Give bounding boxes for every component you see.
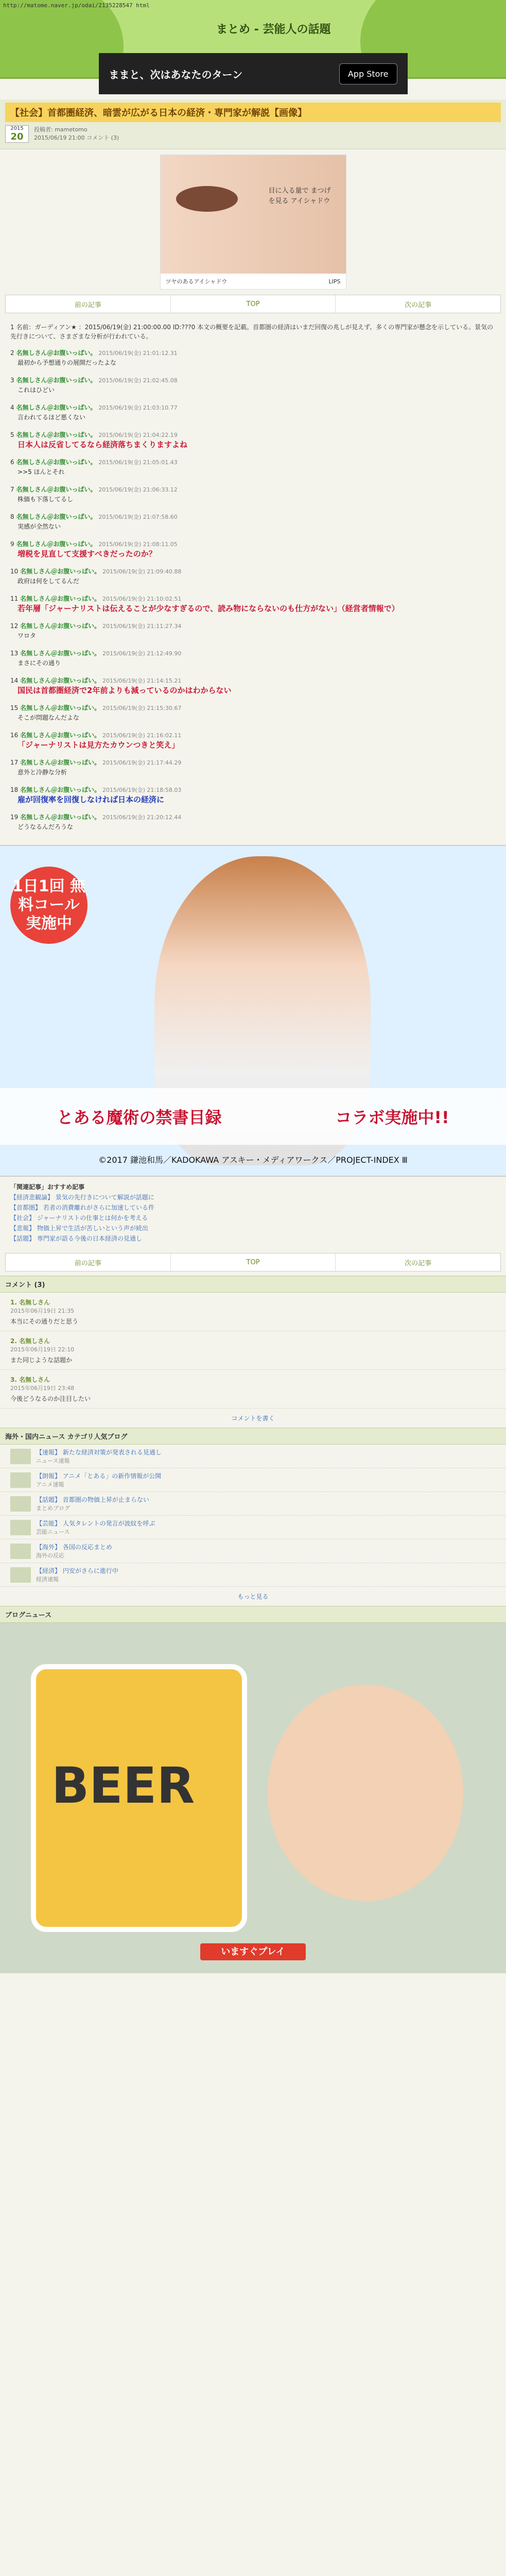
response-header <box>10 457 496 467</box>
news-title-link[interactable]: 【速報】 新たな経済対策が発表される見通し <box>36 1449 162 1456</box>
response-body: 実感が全然ない <box>18 523 61 530</box>
response-name: 名無しさん＠お腹いっぱい。 <box>16 377 97 384</box>
response-name: 名無しさん＠お腹いっぱい。 <box>20 814 101 821</box>
response-name: 名無しさん＠お腹いっぱい。 <box>20 732 101 739</box>
response-header <box>10 594 496 604</box>
response-name: 名無しさん＠お腹いっぱい。 <box>16 513 97 520</box>
response-header <box>10 539 496 549</box>
article-title[interactable]: 【社会】首都圏経済、暗雲が広がる日本の経済・専門家が解説【画像】 <box>5 103 501 122</box>
news-item[interactable] <box>0 1492 506 1516</box>
response-item <box>10 376 496 395</box>
news-source: 芸能ニュース <box>36 1529 70 1535</box>
response-datetime: 2015/06/19(金) 21:09:40.88 <box>102 568 182 575</box>
response-body: 日本人は反省してるなら経済落ちまくりますよね <box>18 440 188 449</box>
related-link[interactable]: 【話題】 専門家が語る今後の日本経済の見通し <box>10 1235 142 1242</box>
ad-brand: LIPS <box>328 278 341 285</box>
ad-copy: 目に入る量で まつげを見る アイシャドウ <box>268 187 331 205</box>
response-body: 増税を見直して支援すべきだったのか？ <box>18 549 156 558</box>
response-number[interactable]: 3 <box>10 377 14 384</box>
response-datetime: 2015/06/19(金) 21:12:49.90 <box>102 650 182 657</box>
response-datetime: 2015/06/19(金) 21:04:22.19 <box>98 432 178 438</box>
response-name: 名無しさん＠お腹いっぱい。 <box>20 595 101 602</box>
response-datetime: 2015/06/19(金) 21:01:12.31 <box>98 350 178 357</box>
response-body: 国民は首都圏経済で2年前よりも減っているのかはわからない <box>18 686 232 695</box>
response-number[interactable]: 15 <box>10 704 19 711</box>
response-datetime: 2015/06/19(金) 21:14:15.21 <box>102 677 182 684</box>
response-item <box>10 812 496 832</box>
blog-section-title: ブログニュース <box>0 1606 506 1623</box>
eye-image <box>176 186 238 212</box>
news-thumb <box>10 1496 31 1512</box>
game-ad[interactable] <box>0 845 506 1177</box>
response-body: ワロタ <box>18 632 37 639</box>
article-header <box>0 99 506 149</box>
response-name: 名無しさん＠お腹いっぱい。 <box>16 540 97 548</box>
response-header <box>10 403 496 413</box>
response-datetime: 2015/06/19(金) 21:03:10.77 <box>98 404 178 411</box>
news-thumb <box>10 1472 31 1488</box>
comment-item <box>0 1370 506 1409</box>
response-name: 名無しさん＠お腹いっぱい。 <box>20 759 101 766</box>
news-title-link[interactable]: 【経済】 円安がさらに進行中 <box>36 1567 118 1574</box>
response-datetime: 2015/06/19(金) 21:10:02.51 <box>102 596 182 602</box>
pager-top <box>5 295 501 313</box>
response-header <box>10 485 496 495</box>
response-header <box>10 567 496 577</box>
prev-article-link[interactable]: 前の記事 <box>6 1253 171 1271</box>
response-number[interactable]: 14 <box>10 677 19 684</box>
ad-footer <box>161 274 346 289</box>
more-news-link[interactable]: もっと見る <box>237 1593 269 1600</box>
response-item <box>10 785 496 804</box>
response-item <box>10 621 496 640</box>
response-number[interactable]: 13 <box>10 650 19 657</box>
response-name: 名無しさん＠お腹いっぱい。 <box>16 486 97 493</box>
related-link[interactable]: 【首都圏】 若者の消費離れがさらに加速している件 <box>10 1204 154 1211</box>
response-datetime: 2015/06/19(金) 21:11:27.34 <box>102 623 182 630</box>
response-item <box>10 485 496 504</box>
response-body: そこが問題なんだよな <box>18 714 80 721</box>
response-number[interactable]: 19 <box>10 814 19 821</box>
news-title-link[interactable]: 【芸能】 人気タレントの発言が波紋を呼ぶ <box>36 1520 155 1527</box>
response-datetime: 2015/06/19(金) 21:16:02.11 <box>102 732 182 739</box>
response-item <box>10 731 496 750</box>
response-body: 言われてるほど悪くない <box>18 414 86 421</box>
response-datetime: 2015/06/19(金) 21:07:58.60 <box>98 514 178 520</box>
comment-name: 2. 名無しさん <box>10 1337 50 1345</box>
response-number[interactable]: 11 <box>10 595 19 602</box>
response-number[interactable]: 17 <box>10 759 19 766</box>
response-body: 政府は何をしてるんだ <box>18 578 80 585</box>
collab-left-text: とある魔術の禁書目録 <box>57 1108 222 1127</box>
response-header <box>10 676 496 686</box>
response-name: 名無しさん＠お腹いっぱい。 <box>20 568 101 575</box>
response-number[interactable]: 5 <box>10 431 14 438</box>
response-item <box>10 649 496 668</box>
news-item[interactable] <box>0 1516 506 1539</box>
response-number[interactable]: 7 <box>10 486 14 493</box>
comment-body: 本当にその通りだと思う <box>10 1318 79 1325</box>
related-links <box>0 1177 506 1249</box>
response-body: まさにその通り <box>18 659 61 667</box>
response-number[interactable]: 16 <box>10 732 19 739</box>
news-source: 海外の反応 <box>36 1552 64 1559</box>
response-name: 名無しさん＠お腹いっぱい。 <box>20 650 101 657</box>
pager-bottom <box>5 1253 501 1272</box>
comment-body: 今後どうなるのか注目したい <box>10 1395 91 1402</box>
response-body: どうなるんだろうな <box>18 823 74 831</box>
collab-right-text: コラボ実施中!! <box>335 1108 449 1127</box>
free-call-badge: 1日1回 無料コール 実施中 <box>10 867 88 944</box>
cosmetics-ad[interactable] <box>160 155 346 290</box>
response-header <box>10 703 496 713</box>
date-box <box>5 125 29 143</box>
response-number[interactable]: 8 <box>10 513 14 520</box>
write-comment-link[interactable]: コメントを書く <box>231 1415 275 1422</box>
comment-time: 2015年06月19日 22:10 <box>10 1346 75 1353</box>
response-item <box>10 512 496 531</box>
author-line: 投稿者: mametomo <box>34 126 88 133</box>
news-title: 海外・国内ニュース カテゴリ人気ブログ <box>0 1428 506 1445</box>
response-number[interactable]: 10 <box>10 568 19 575</box>
response-number[interactable]: 6 <box>10 459 14 466</box>
url-text: http://matome.naver.jp/odai/2135228547 html <box>3 2 150 9</box>
ad-banner[interactable] <box>99 53 408 94</box>
news-source: まとめブログ <box>36 1505 70 1512</box>
response-name: 名無しさん＠お腹いっぱい。 <box>20 622 101 630</box>
news-title-link[interactable]: 【朗報】 アニメ「とある」の新作情報が公開 <box>36 1472 162 1480</box>
date-year: 2015 <box>10 126 24 131</box>
related-link[interactable]: 【悲報】 物価上昇で生活が苦しいという声が続出 <box>10 1225 148 1232</box>
beer-text: BEER <box>51 1757 195 1815</box>
response-item <box>10 403 496 422</box>
response-datetime: 2015/06/19(金) 21:08:11.05 <box>98 541 178 548</box>
collab-banner <box>0 1088 506 1145</box>
news-item[interactable] <box>0 1563 506 1587</box>
news-title-link[interactable]: 【話題】 首都圏の物価上昇が止まらない <box>36 1496 149 1503</box>
response-item <box>10 567 496 586</box>
news-thumb <box>10 1567 31 1583</box>
response-datetime: 2015/06/19(金) 21:06:33.12 <box>98 486 178 493</box>
date-day: 20 <box>10 131 24 142</box>
news-thumb <box>10 1520 31 1535</box>
prev-article-link[interactable]: 前の記事 <box>6 295 171 313</box>
response-header <box>10 621 496 631</box>
response-item <box>10 348 496 367</box>
news-item[interactable] <box>0 1445 506 1468</box>
comment-item <box>0 1293 506 1331</box>
site-title[interactable]: まとめ - 芸能人の話題 <box>216 23 331 36</box>
responses-list <box>10 348 496 832</box>
related-heading: 「関連記事」おすすめ記事 <box>10 1183 85 1191</box>
response-name: 名無しさん＠お腹いっぱい。 <box>20 704 101 711</box>
response-header <box>10 430 496 440</box>
response-number[interactable]: 2 <box>10 349 14 357</box>
response-name: 名無しさん＠お腹いっぱい。 <box>16 349 97 357</box>
news-title-link[interactable]: 【海外】 各国の反応まとめ <box>36 1544 112 1551</box>
article-meta <box>5 122 501 146</box>
response-item <box>10 758 496 777</box>
response-body: >>5 ほんとそれ <box>18 468 65 476</box>
response-datetime: 2015/06/19(金) 21:05:01.43 <box>98 459 178 466</box>
comment-time: 2015年06月19日 21:35 <box>10 1308 75 1314</box>
response-name: 名無しさん＠お腹いっぱい。 <box>16 404 97 411</box>
response-datetime: 2015/06/19(金) 21:02:45.08 <box>98 377 178 384</box>
response-item <box>10 457 496 477</box>
response-body: 若年層「ジャーナリストは伝えることが少なすぎるので、読み物にならないのも仕方がない」（経営者情報で） <box>18 604 399 613</box>
comment-name: 3. 名無しさん <box>10 1376 50 1383</box>
play-now-button[interactable]: いますぐプレイ <box>200 1943 305 1960</box>
news-thumb <box>10 1449 31 1464</box>
response-body: これはひどい <box>18 386 55 394</box>
top-link[interactable]: TOP <box>171 295 336 313</box>
response-header <box>10 758 496 768</box>
comment-item <box>0 1331 506 1370</box>
response-item <box>10 594 496 613</box>
response-item <box>10 703 496 722</box>
response-datetime: 2015/06/19(金) 21:20:12.44 <box>102 814 182 821</box>
play-now-label[interactable] <box>0 1944 506 1958</box>
response-body: 「ジャーナリストは見方たカウンつきと笑え」 <box>18 740 180 750</box>
news-source: ニュース速報 <box>36 1458 70 1464</box>
news-item[interactable] <box>0 1539 506 1563</box>
response-body: 株価も下落してるし <box>18 496 74 503</box>
character-face-image <box>268 1685 463 1901</box>
comments-title: コメント (3) <box>0 1276 506 1293</box>
response-number[interactable]: 12 <box>10 622 19 630</box>
response-header <box>10 812 496 822</box>
response-name: 名無しさん＠お腹いっぱい。 <box>16 459 97 466</box>
response-name: 名無しさん＠お腹いっぱい。 <box>20 786 101 793</box>
ad-small-text: ツヤのあるアイシャドウ <box>165 278 228 285</box>
news-source: アニメ速報 <box>36 1481 64 1488</box>
article-intro: 1 名前：ガーディアン★ ：2015/06/19(金) 21:00:00.00 ID:???0 本文の概要を記載。首都圏の経済はいまだ回復の兆しが見えず、多くの専門家が懸念を示している。景気の先行きについて、さまざまな分析が行われている。 <box>10 324 494 340</box>
news-thumb <box>10 1544 31 1559</box>
response-header <box>10 512 496 522</box>
category-line: 2015/06/19 21:00 コメント (3) <box>34 134 119 141</box>
response-datetime: 2015/06/19(金) 21:18:58.03 <box>102 787 182 793</box>
response-header <box>10 785 496 795</box>
response-item <box>10 430 496 449</box>
app-store-button[interactable]: App Store <box>339 63 397 84</box>
news-source: 経済速報 <box>36 1576 59 1583</box>
response-datetime: 2015/06/19(金) 21:15:30.67 <box>102 705 182 711</box>
next-article-link[interactable]: 次の記事 <box>405 1259 432 1267</box>
response-number[interactable]: 4 <box>10 404 14 411</box>
response-body: 雇が回復率を回復しなければ日本の経済に <box>18 795 165 804</box>
comment-time: 2015年06月19日 23:48 <box>10 1385 75 1392</box>
ad-banner-text: ままと、次はあなたのターン <box>109 68 243 81</box>
article-body <box>0 317 506 845</box>
response-header <box>10 376 496 385</box>
beer-ad[interactable] <box>0 1623 506 1973</box>
response-name: 名無しさん＠お腹いっぱい。 <box>20 677 101 684</box>
response-name: 名無しさん＠お腹いっぱい。 <box>16 431 97 438</box>
response-header <box>10 649 496 658</box>
response-item <box>10 539 496 558</box>
response-item <box>10 676 496 695</box>
related-link[interactable]: 【社会】 ジャーナリストの仕事とは何かを考える <box>10 1214 148 1222</box>
related-link[interactable]: 【経済悲観論】 景気の先行きについて解説が話題に <box>10 1194 154 1201</box>
meta-lines <box>34 126 119 142</box>
response-header <box>10 731 496 740</box>
next-article-link[interactable]: 次の記事 <box>405 301 432 309</box>
comment-body: また同じような話題か <box>10 1357 73 1364</box>
response-number[interactable]: 9 <box>10 540 14 548</box>
response-datetime: 2015/06/19(金) 21:17:44.29 <box>102 759 182 766</box>
response-number[interactable]: 18 <box>10 786 19 793</box>
top-link[interactable]: TOP <box>171 1253 336 1271</box>
news-item[interactable] <box>0 1468 506 1492</box>
ad-copyright: ©2017 鎌池和馬／KADOKAWA アスキー・メディアワークス／PROJECT-INDEX Ⅲ <box>98 1155 408 1165</box>
response-body: 意外と冷静な分析 <box>18 769 67 776</box>
comment-name: 1. 名無しさん <box>10 1299 50 1306</box>
response-header <box>10 348 496 358</box>
response-body: 最初から予想通りの展開だったよな <box>18 359 117 366</box>
ad-image <box>161 155 346 274</box>
